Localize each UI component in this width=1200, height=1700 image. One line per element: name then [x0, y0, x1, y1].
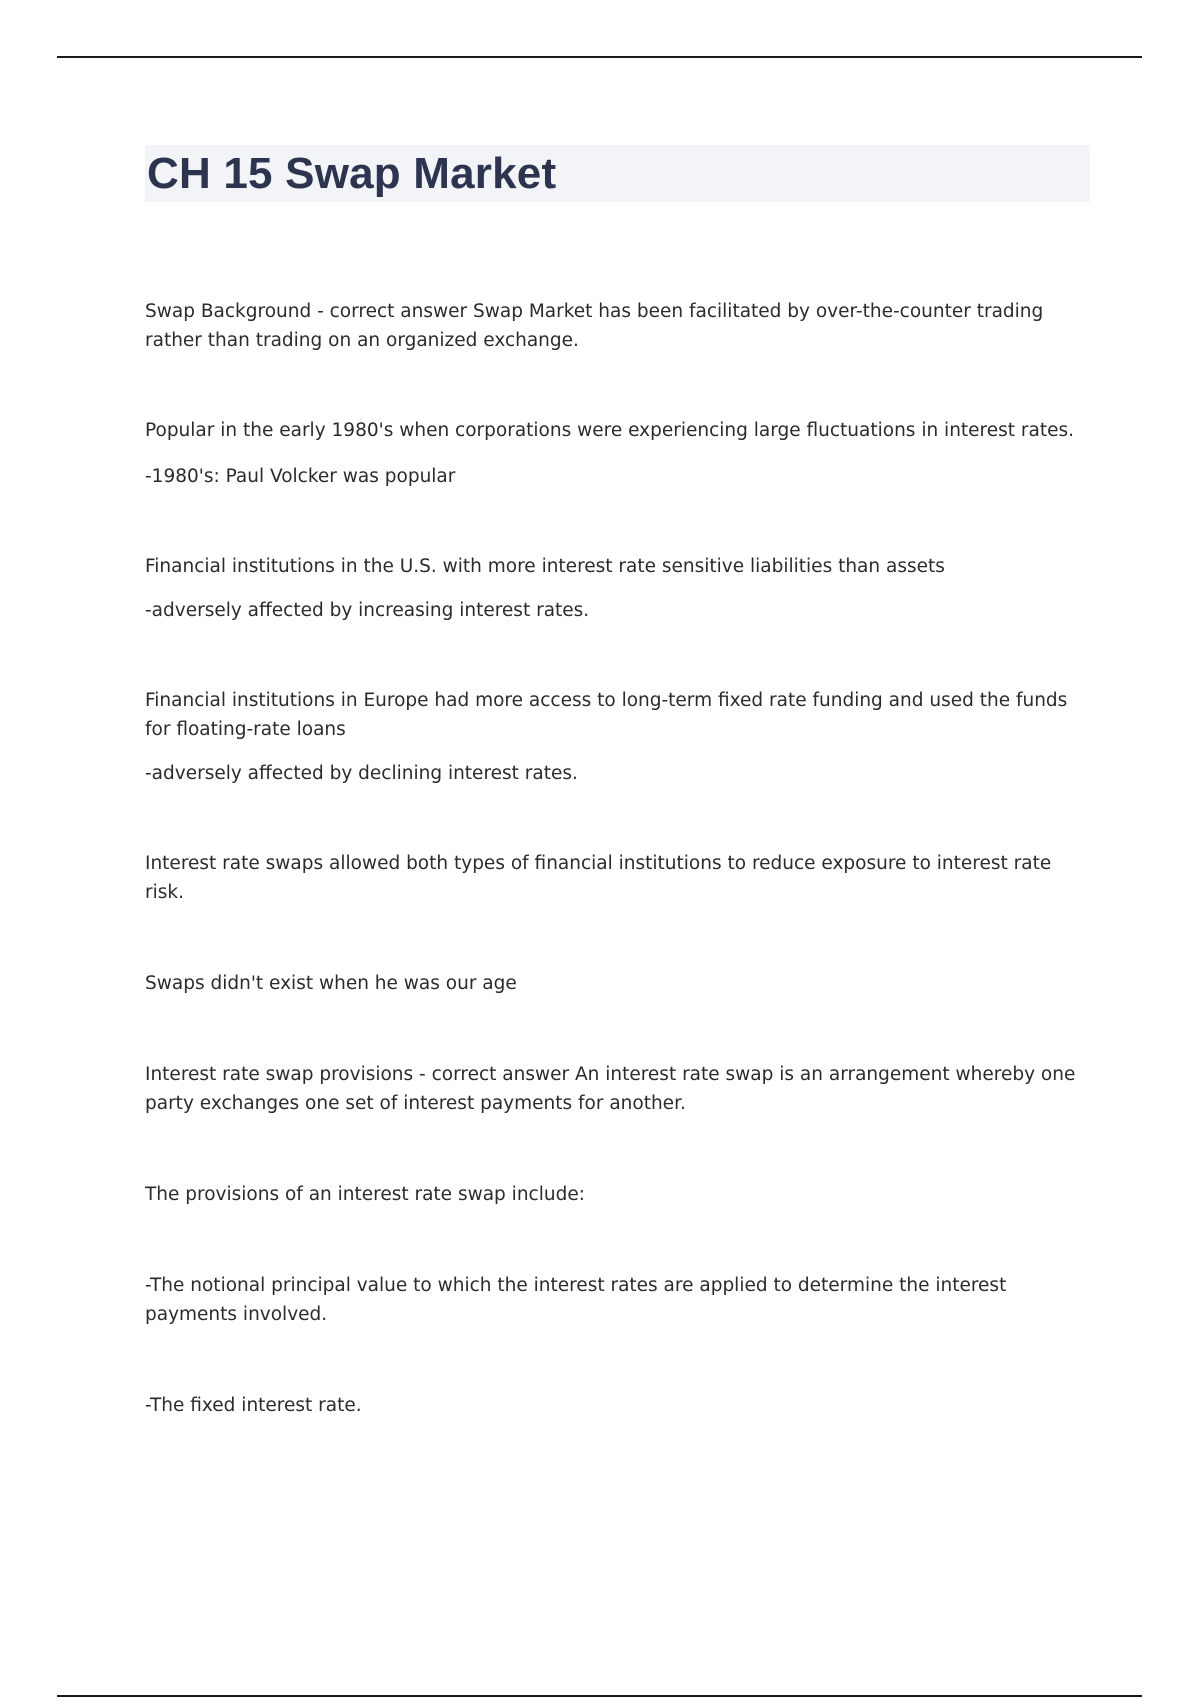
paragraph-fixed-rate: -The fixed interest rate. — [145, 1395, 362, 1416]
title-banner — [145, 145, 1090, 202]
paragraph-swaps-didnt-exist: Swaps didn't exist when he was our age — [145, 973, 517, 994]
paragraph-us-institutions: Financial institutions in the U.S. with more interest rate sensitive liabilities than assets — [145, 556, 945, 577]
paragraph-provisions-include: The provisions of an interest rate swap include: — [145, 1184, 585, 1205]
paragraph-notional-principal: -The notional principal value to which the interest rates are applied to determine the interest payments involved. — [145, 1275, 1007, 1325]
paragraph-us-adverse: -adversely affected by increasing interest rates. — [145, 600, 590, 621]
paragraph-popular-1980s: Popular in the early 1980's when corporations were experiencing large fluctuations in interest rates. — [145, 420, 1075, 441]
top-divider — [57, 56, 1142, 58]
paragraph-swaps-reduce-risk: Interest rate swaps allowed both types of financial institutions to reduce exposure to interest rate risk. — [145, 853, 1052, 903]
paragraph-swap-provisions: Interest rate swap provisions - correct answer An interest rate swap is an arrangement whereby one party exchanges one set of interest payments for another. — [145, 1064, 1076, 1114]
document-body — [145, 297, 1090, 1420]
paragraph-swap-background: Swap Background - correct answer Swap Market has been facilitated by over-the-counter trading rather than trading on an organized exchange. — [145, 301, 1044, 351]
paragraph-europe-institutions: Financial institutions in Europe had more access to long-term fixed rate funding and used the funds for floating-rate loans — [145, 690, 1068, 740]
bottom-divider — [57, 1695, 1142, 1697]
page-title: CH 15 Swap Market — [147, 149, 557, 198]
document-content — [145, 145, 1090, 1420]
paragraph-europe-adverse: -adversely affected by declining interest rates. — [145, 763, 578, 784]
paragraph-volcker: -1980's: Paul Volcker was popular — [145, 466, 456, 487]
